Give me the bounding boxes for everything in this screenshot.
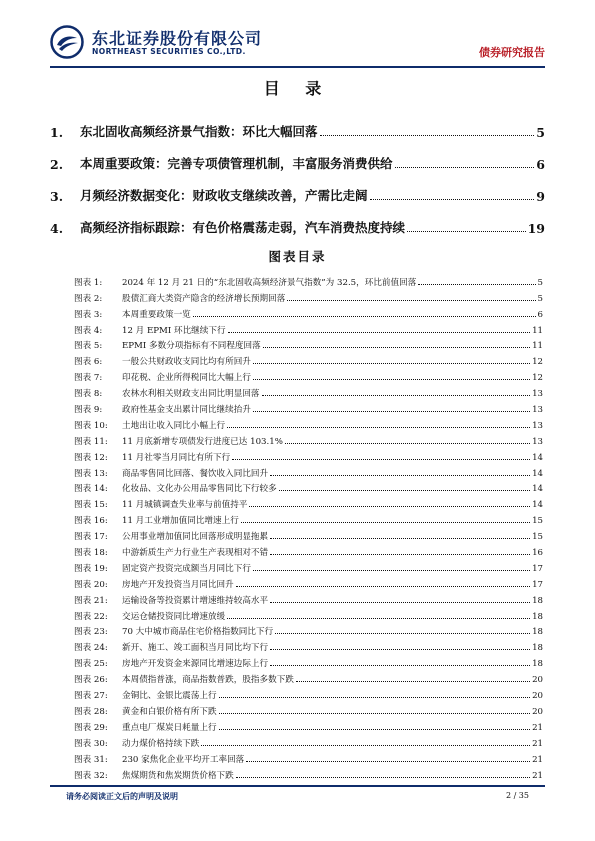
- figure-label: 图表 8:: [74, 389, 103, 400]
- figure-index-entry[interactable]: [74, 494, 543, 510]
- figure-index-entry[interactable]: [74, 479, 543, 495]
- figure-caption: 重点电厂煤炭日耗量上行: [122, 722, 217, 733]
- toc-entry-number: 3.: [50, 189, 64, 204]
- figure-caption: 12 月 EPMI 环比继续下行: [122, 325, 226, 336]
- disclaimer-note: 请务必阅读正文后的声明及说明: [66, 791, 178, 801]
- figure-page: 13: [532, 436, 543, 447]
- dot-leader: [296, 681, 530, 682]
- figure-caption: 焦煤期货和焦炭期货价格下跌: [122, 770, 234, 781]
- figure-label: 图表 5:: [74, 341, 103, 352]
- figure-page: 18: [532, 595, 543, 606]
- figure-index-entry[interactable]: [74, 653, 543, 669]
- dot-leader: [270, 665, 530, 666]
- figure-label: 图表 10:: [74, 420, 108, 431]
- figure-label: 图表 13:: [74, 468, 108, 479]
- figure-index-entry[interactable]: [74, 701, 543, 717]
- figure-page: 12: [532, 373, 543, 384]
- figure-page: 5: [537, 293, 543, 304]
- dot-leader: [253, 379, 530, 380]
- figure-caption: 金铜比、金银比震荡上行: [122, 691, 217, 702]
- figure-label: 图表 21:: [74, 595, 108, 606]
- figure-index-entry[interactable]: [74, 542, 543, 558]
- figure-page: 13: [532, 405, 543, 416]
- toc-entry-title: 本周重要政策：完善专项债管理机制，丰富服务消费供给: [80, 156, 393, 171]
- dot-leader: [253, 570, 530, 571]
- figure-caption: 黄金和白银价格有所下跌: [122, 706, 217, 717]
- toc-entry-title: 东北固收高频经济景气指数：环比大幅回落: [80, 124, 318, 139]
- figure-caption: 印花税、企业所得税同比大幅上行: [122, 373, 251, 384]
- figure-label: 图表 9:: [74, 405, 103, 416]
- figure-label: 图表 26:: [74, 675, 108, 686]
- figure-index-entry[interactable]: [74, 733, 543, 749]
- figure-index-entry[interactable]: [74, 526, 543, 542]
- figure-caption: 本周债指普涨，商品指数普跌，股指多数下跌: [122, 675, 294, 686]
- figure-index-entry[interactable]: [74, 383, 543, 399]
- figure-page: 6: [537, 309, 543, 320]
- figure-page: 14: [532, 468, 543, 479]
- figure-caption: 2024 年 12 月 21 日的“东北固收高频经济景气指数”为 32.5，环比前值回落: [122, 277, 417, 288]
- figure-page: 15: [532, 516, 543, 527]
- toc-entry-page: 6: [536, 157, 545, 172]
- dot-leader: [219, 697, 531, 698]
- figure-page: 14: [532, 484, 543, 495]
- figure-caption: 土地出让收入同比小幅上行: [122, 420, 226, 431]
- figure-index-entry[interactable]: [74, 351, 543, 367]
- figure-index-entry[interactable]: [74, 606, 543, 622]
- toc-entry-number: 2.: [50, 157, 64, 172]
- figure-page: 18: [532, 627, 543, 638]
- figure-page: 14: [532, 500, 543, 511]
- figure-index-entry[interactable]: [74, 367, 543, 383]
- figure-caption: 房地产开发投资当月同比回升: [122, 579, 234, 590]
- company-name-en: NORTHEAST SECURITIES CO.,LTD.: [92, 47, 246, 56]
- figure-index-entry[interactable]: [74, 622, 543, 638]
- figure-index-entry[interactable]: [74, 637, 543, 653]
- header-divider: [50, 66, 545, 68]
- figure-caption: 新开、施工、竣工面积当月同比均下行: [122, 643, 269, 654]
- figure-caption: 公用事业增加值同比回落形成明显拖累: [122, 532, 269, 543]
- dot-leader: [270, 602, 530, 603]
- figure-index-entry[interactable]: [74, 669, 543, 685]
- dot-leader: [193, 316, 536, 317]
- figure-label: 图表 14:: [74, 484, 108, 495]
- figure-label: 图表 30:: [74, 738, 108, 749]
- figure-index-entry[interactable]: [74, 288, 543, 304]
- dot-leader: [270, 475, 530, 476]
- figure-caption: 化妆品、文化办公用品零售同比下行较多: [122, 484, 277, 495]
- figure-label: 图表 12:: [74, 452, 108, 463]
- figure-caption: 中游新质生产力行业生产表现相对不错: [122, 548, 269, 559]
- figure-page: 17: [532, 579, 543, 590]
- figure-page: 14: [532, 452, 543, 463]
- figure-caption: 股债汇商大类资产隐含的经济增长预期回落: [122, 293, 286, 304]
- figure-caption: 11 月工业增加值同比增速上行: [122, 516, 239, 527]
- figure-caption: 一般公共财政收支同比均有所回升: [122, 357, 251, 368]
- figure-caption: 房地产开发资金来源同比增速边际上行: [122, 659, 269, 670]
- figure-page: 20: [532, 691, 543, 702]
- figure-index-entry[interactable]: [74, 447, 543, 463]
- figure-page: 11: [532, 325, 543, 336]
- figure-label: 图表 17:: [74, 532, 108, 543]
- dot-leader: [320, 135, 535, 136]
- northeast-securities-logo-icon: [50, 25, 84, 59]
- figure-label: 图表 31:: [74, 754, 108, 765]
- dot-leader: [241, 522, 530, 523]
- figure-caption: 11 月底新增专项债发行进度已达 103.1%: [122, 436, 283, 447]
- figure-label: 图表 1:: [74, 277, 103, 288]
- figure-page: 21: [532, 722, 543, 733]
- figure-caption: EPMI 多数分项指标有不同程度回落: [122, 341, 261, 352]
- figure-caption: 11 月城镇调查失业率与前值持平: [122, 500, 248, 511]
- toc-entry-number: 4.: [50, 221, 64, 236]
- dot-leader: [263, 347, 530, 348]
- figure-label: 图表 23:: [74, 627, 108, 638]
- toc-entry[interactable]: [50, 204, 545, 236]
- page-header: [50, 22, 545, 64]
- figure-label: 图表 24:: [74, 643, 108, 654]
- figure-page: 13: [532, 420, 543, 431]
- figure-page: 12: [532, 357, 543, 368]
- toc-entry-page: 19: [527, 221, 545, 236]
- toc-entry-title: 高频经济指标跟踪：有色价格震荡走弱，汽车消费热度持续: [80, 220, 406, 235]
- figure-label: 图表 32:: [74, 770, 108, 781]
- toc-entry-number: 1.: [50, 125, 64, 140]
- figure-caption: 运输设备等投资累计增速维持较高水平: [122, 595, 269, 606]
- figure-page: 5: [537, 277, 543, 288]
- dot-leader: [279, 490, 530, 491]
- figure-page: 18: [532, 643, 543, 654]
- figure-index-entry[interactable]: [74, 574, 543, 590]
- figure-label: 图表 15:: [74, 500, 108, 511]
- figure-index-entry[interactable]: [74, 336, 543, 352]
- figure-caption: 70 大中城市商品住宅价格指数同比下行: [122, 627, 274, 638]
- figure-label: 图表 19:: [74, 563, 108, 574]
- dot-leader: [407, 231, 526, 232]
- figure-index-entry[interactable]: [74, 399, 543, 415]
- dot-leader: [370, 199, 535, 200]
- figure-page: 13: [532, 389, 543, 400]
- figure-page: 17: [532, 563, 543, 574]
- dot-leader: [285, 443, 530, 444]
- figure-label: 图表 3:: [74, 309, 103, 320]
- company-name-cn: 东北证券股份有限公司: [92, 29, 263, 48]
- dot-leader: [232, 459, 530, 460]
- figure-label: 图表 11:: [74, 436, 108, 447]
- toc-entry[interactable]: [50, 172, 545, 204]
- figure-index-entry[interactable]: [74, 431, 543, 447]
- figure-caption: 本周重要政策一览: [122, 309, 191, 320]
- toc-entry-page: 5: [536, 125, 545, 140]
- figure-label: 图表 7:: [74, 373, 103, 384]
- figure-index-entry[interactable]: [74, 320, 543, 336]
- dot-leader: [395, 167, 535, 168]
- figure-index-entry[interactable]: [74, 749, 543, 765]
- figure-index-entry[interactable]: [74, 510, 543, 526]
- figure-index-entry[interactable]: [74, 558, 543, 574]
- dot-leader: [287, 300, 535, 301]
- dot-leader: [418, 284, 535, 285]
- report-type-label: 债券研究报告: [479, 46, 545, 59]
- dot-leader: [275, 633, 530, 634]
- toc-entry-page: 9: [536, 189, 545, 204]
- figure-label: 图表 27:: [74, 691, 108, 702]
- figure-index-entry[interactable]: [74, 463, 543, 479]
- figure-index-entry[interactable]: [74, 272, 543, 288]
- figure-label: 图表 2:: [74, 293, 103, 304]
- figure-page: 11: [532, 341, 543, 352]
- figure-caption: 固定资产投资完成额当月同比下行: [122, 563, 251, 574]
- figure-page: 20: [532, 675, 543, 686]
- dot-leader: [219, 729, 531, 730]
- figure-label: 图表 18:: [74, 548, 108, 559]
- figure-index-heading: 图表目录: [268, 249, 327, 264]
- figure-page: 16: [532, 548, 543, 559]
- dot-leader: [228, 332, 531, 333]
- figure-page: 18: [532, 611, 543, 622]
- figure-page: 21: [532, 770, 543, 781]
- dot-leader: [262, 395, 531, 396]
- dot-leader: [249, 506, 530, 507]
- figure-caption: 政府性基金支出累计同比继续抬升: [122, 405, 251, 416]
- toc-heading: 目 录: [263, 79, 332, 98]
- figure-page: 20: [532, 706, 543, 717]
- dot-leader: [270, 554, 530, 555]
- dot-leader: [236, 777, 530, 778]
- figure-page: 15: [532, 532, 543, 543]
- page-number: 2 / 35: [505, 791, 529, 800]
- figure-caption: 动力煤价格持续下跌: [122, 738, 200, 749]
- dot-leader: [227, 618, 530, 619]
- toc-entry[interactable]: [50, 108, 545, 140]
- figure-caption: 11 月社零当月同比有所下行: [122, 452, 231, 463]
- figure-index-entry[interactable]: [74, 765, 543, 781]
- figure-index-entry[interactable]: [74, 685, 543, 701]
- dot-leader: [201, 745, 530, 746]
- footer-divider: [50, 785, 545, 787]
- figure-page: 21: [532, 738, 543, 749]
- figure-label: 图表 20:: [74, 579, 108, 590]
- figure-index-list: [74, 272, 543, 781]
- dot-leader: [253, 363, 530, 364]
- figure-label: 图表 28:: [74, 706, 108, 717]
- figure-page: 18: [532, 659, 543, 670]
- table-of-contents: [50, 108, 545, 236]
- figure-caption: 农林水利相关财政支出同比明显回落: [122, 389, 260, 400]
- figure-label: 图表 29:: [74, 722, 108, 733]
- figure-index-entry[interactable]: [74, 590, 543, 606]
- figure-label: 图表 6:: [74, 357, 103, 368]
- figure-index-entry[interactable]: [74, 415, 543, 431]
- toc-entry[interactable]: [50, 140, 545, 172]
- dot-leader: [219, 713, 531, 714]
- figure-caption: 商品零售同比回落、餐饮收入同比回升: [122, 468, 269, 479]
- figure-caption: 230 家焦化企业平均开工率回落: [122, 754, 245, 765]
- figure-index-entry[interactable]: [74, 304, 543, 320]
- figure-label: 图表 16:: [74, 516, 108, 527]
- figure-index-entry[interactable]: [74, 717, 543, 733]
- dot-leader: [270, 538, 530, 539]
- figure-label: 图表 4:: [74, 325, 103, 336]
- toc-entry-title: 月频经济数据变化：财政收支继续改善，产需比走阔: [80, 188, 368, 203]
- dot-leader: [270, 649, 530, 650]
- dot-leader: [253, 411, 530, 412]
- dot-leader: [227, 427, 530, 428]
- figure-label: 图表 25:: [74, 659, 108, 670]
- dot-leader: [246, 761, 530, 762]
- dot-leader: [236, 586, 530, 587]
- figure-label: 图表 22:: [74, 611, 108, 622]
- figure-page: 21: [532, 754, 543, 765]
- figure-caption: 交运仓储投资同比增速放缓: [122, 611, 226, 622]
